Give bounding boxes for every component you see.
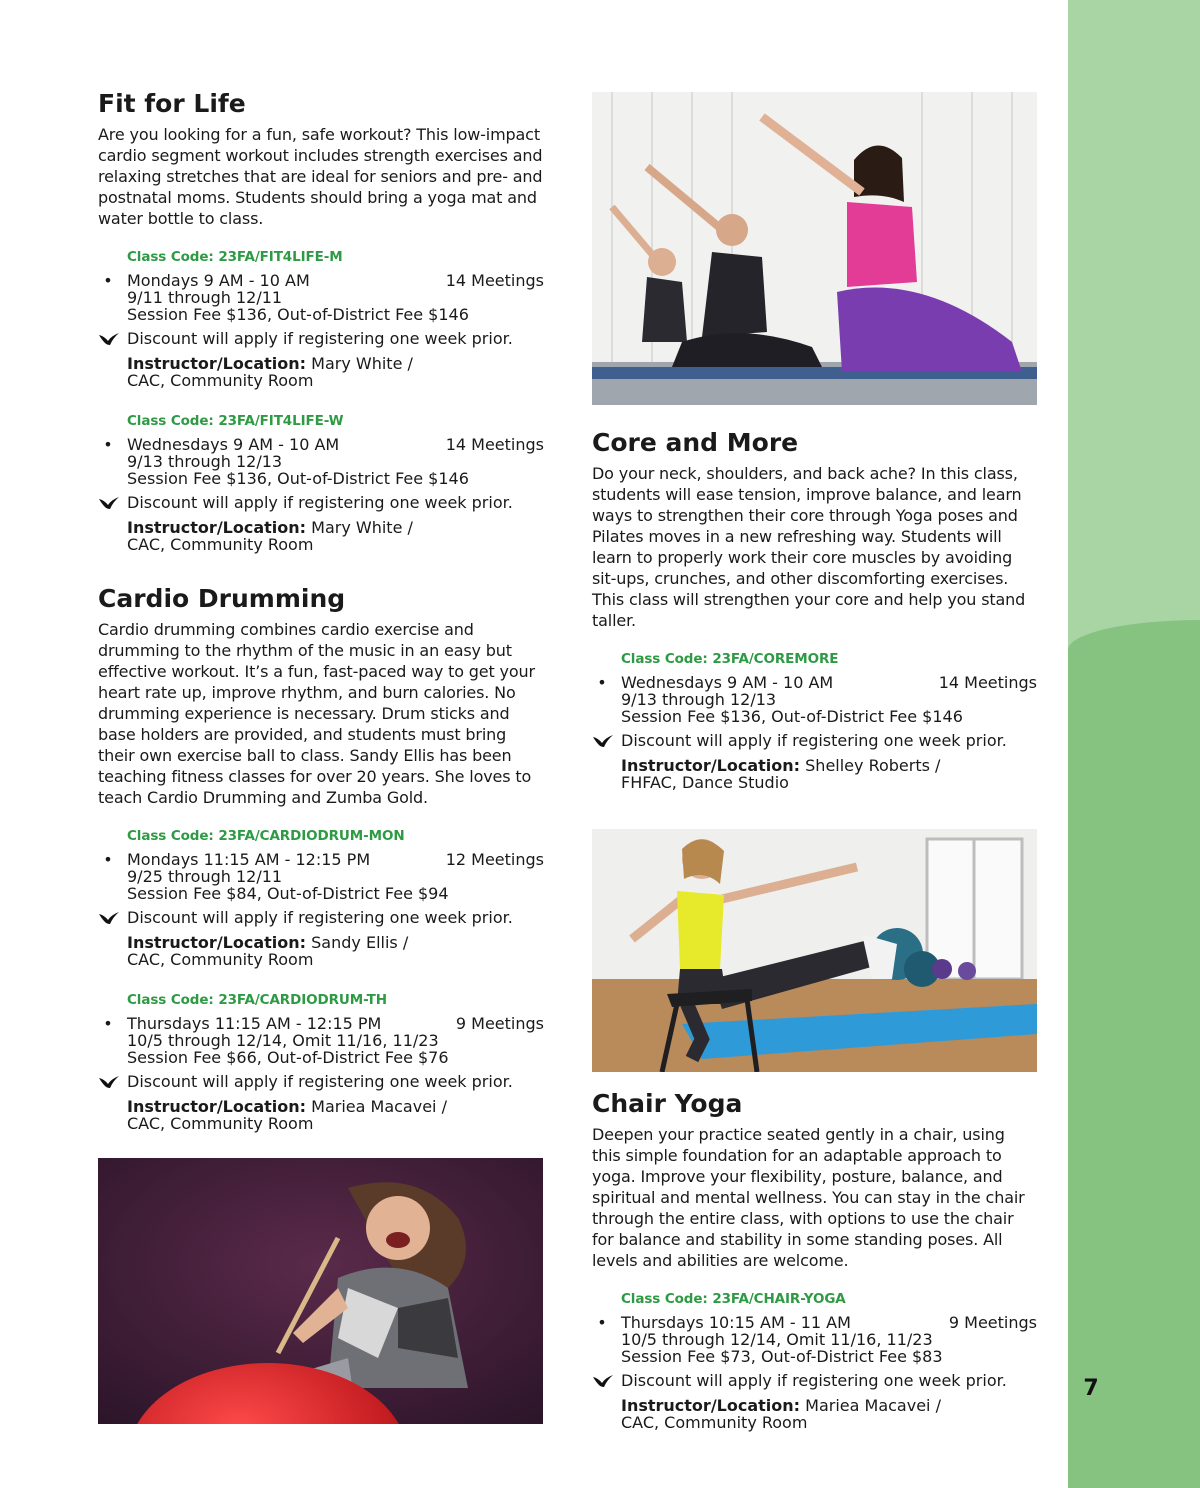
instructor-line (127, 934, 544, 951)
session-fee: Session Fee $73, Out-of-District Fee $83 (621, 1347, 943, 1366)
discount-text: Discount will apply if registering one week prior. (127, 493, 513, 512)
meetings-count: 9 Meetings (455, 1014, 544, 1033)
location: CAC, Community Room (127, 371, 314, 390)
schedule-row (103, 435, 544, 454)
date-range: 9/25 through 12/11 (127, 867, 283, 886)
discount-row (127, 330, 544, 347)
discount-row (621, 732, 1037, 749)
instructor-label: Instructor/Location: (621, 1396, 801, 1415)
session-fee: Session Fee $136, Out-of-District Fee $146 (127, 305, 469, 324)
bullet-icon: • (597, 1313, 607, 1332)
date-range: 10/5 through 12/14, Omit 11/16, 11/23 (127, 1031, 439, 1050)
right-column (592, 92, 1037, 1431)
schedule-row (597, 673, 1037, 692)
bullet-icon: • (103, 1014, 113, 1033)
schedule-row (103, 271, 544, 290)
location: CAC, Community Room (127, 535, 314, 554)
left-column (98, 88, 544, 1424)
instructor-name: Mary White / (311, 354, 413, 373)
instructor-name: Sandy Ellis / (311, 933, 409, 952)
bullet-icon: • (103, 271, 113, 290)
section-title: Cardio Drumming (98, 584, 346, 613)
session-fee: Session Fee $136, Out-of-District Fee $146 (621, 707, 963, 726)
bird-icon (98, 496, 120, 510)
instructor-name: Mariea Macavei / (805, 1396, 941, 1415)
bird-icon (592, 734, 614, 748)
section-description: Cardio drumming combines cardio exercise and drumming to the rhythm of the music in an easy but effective workout. It’s a fun, fast-paced way to get your heart rate up, improve rhythm, and burn calories. No drumming experience is necessary. Drum sticks and base holders are provided, and students must bring their own exercise ball to class. Sandy Ellis has been teaching fitness classes for over 20 years. She loves to teach Cardio Drumming and Zumba Gold. (98, 620, 535, 807)
session-block (103, 249, 544, 390)
class-code: Class Code: 23FA/FIT4LIFE-W (127, 413, 344, 429)
session-block (103, 828, 544, 969)
class-code: Class Code: 23FA/CARDIODRUM-TH (127, 992, 387, 1008)
section-title: Chair Yoga (592, 1089, 743, 1118)
meetings-count: 9 Meetings (948, 1313, 1037, 1332)
instructor-line (127, 355, 544, 372)
meetings-count: 14 Meetings (938, 673, 1037, 692)
instructor-label: Instructor/Location: (127, 518, 307, 537)
discount-text: Discount will apply if registering one week prior. (621, 1371, 1007, 1390)
discount-text: Discount will apply if registering one week prior. (127, 329, 513, 348)
section-description: Do your neck, shoulders, and back ache? In this class, students will ease tension, improve balance, and learn ways to strengthen their core through Yoga poses and Pilates moves in a new refreshing way. Students will learn to properly work their core muscles by avoiding sit-ups, crunches, and other discomforting exercises. This class will strengthen your core and help you stand taller. (592, 464, 1026, 630)
page-number: 7 (1083, 1376, 1099, 1401)
instructor-label: Instructor/Location: (127, 1097, 307, 1116)
section-description: Are you looking for a fun, safe workout? This low-impact cardio segment workout includes strength exercises and relaxing stretches that are ideal for seniors and pre- and postnatal moms. Students should bring a yoga mat and water bottle to class. (98, 125, 543, 228)
discount-text: Discount will apply if registering one week prior. (127, 1072, 513, 1091)
cardio-drumming-photo (98, 1158, 543, 1424)
location: FHFAC, Dance Studio (621, 773, 789, 792)
date-range: 9/13 through 12/13 (127, 452, 283, 471)
session-block (103, 992, 544, 1133)
date-range: 9/11 through 12/11 (127, 288, 283, 307)
session-block (597, 1291, 1037, 1432)
date-range: 9/13 through 12/13 (621, 690, 777, 709)
discount-text: Discount will apply if registering one week prior. (621, 731, 1007, 750)
meetings-count: 12 Meetings (445, 850, 544, 869)
session-fee: Session Fee $84, Out-of-District Fee $94 (127, 884, 449, 903)
instructor-line (621, 757, 1037, 774)
day-time: Thursdays 11:15 AM - 12:15 PM (127, 1014, 382, 1033)
session-block (103, 413, 544, 554)
date-range: 10/5 through 12/14, Omit 11/16, 11/23 (621, 1330, 933, 1349)
discount-row (621, 1372, 1037, 1389)
cardio-drumming-section (98, 583, 544, 1132)
day-time: Thursdays 10:15 AM - 11 AM (621, 1313, 851, 1332)
instructor-name: Mariea Macavei / (311, 1097, 447, 1116)
discount-row (127, 494, 544, 511)
instructor-line (621, 1397, 1037, 1414)
meetings-count: 14 Meetings (445, 435, 544, 454)
section-title: Core and More (592, 428, 799, 457)
fit-for-life-section (98, 88, 544, 553)
location: CAC, Community Room (621, 1413, 808, 1432)
core-and-more-photo (592, 92, 1037, 405)
session-fee: Session Fee $136, Out-of-District Fee $146 (127, 469, 469, 488)
chair-yoga-photo (592, 829, 1037, 1072)
instructor-name: Shelley Roberts / (805, 756, 941, 775)
discount-text: Discount will apply if registering one week prior. (127, 908, 513, 927)
bird-icon (98, 332, 120, 346)
class-code: Class Code: 23FA/COREMORE (621, 651, 839, 667)
core-and-more-section (592, 427, 1037, 791)
class-code: Class Code: 23FA/FIT4LIFE-M (127, 249, 343, 265)
discount-row (127, 909, 544, 926)
sidebar-wave (1068, 620, 1200, 1488)
bird-icon (98, 911, 120, 925)
bullet-icon: • (597, 673, 607, 692)
instructor-name: Mary White / (311, 518, 413, 537)
class-code: Class Code: 23FA/CHAIR-YOGA (621, 1291, 846, 1307)
location: CAC, Community Room (127, 950, 314, 969)
day-time: Wednesdays 9 AM - 10 AM (621, 673, 834, 692)
bullet-icon: • (103, 435, 113, 454)
session-fee: Session Fee $66, Out-of-District Fee $76 (127, 1048, 449, 1067)
section-description: Deepen your practice seated gently in a chair, using this simple foundation for an adaptable approach to yoga. Improve your flexibility, posture, balance, and spiritual and mental wellness. You can stay in the chair through the entire class, with options to use the chair for balance and stability in some standing poses. All levels and abilities are welcome. (592, 1125, 1025, 1270)
chair-yoga-section (592, 1088, 1037, 1431)
meetings-count: 14 Meetings (445, 271, 544, 290)
discount-row (127, 1073, 544, 1090)
schedule-row (103, 1014, 544, 1033)
session-block (597, 651, 1037, 792)
day-time: Mondays 9 AM - 10 AM (127, 271, 310, 290)
schedule-row (103, 850, 544, 869)
page-sidebar (1068, 0, 1200, 1488)
day-time: Mondays 11:15 AM - 12:15 PM (127, 850, 371, 869)
instructor-label: Instructor/Location: (127, 354, 307, 373)
class-code: Class Code: 23FA/CARDIODRUM-MON (127, 828, 405, 844)
instructor-line (127, 1098, 544, 1115)
instructor-line (127, 519, 544, 536)
schedule-row (597, 1313, 1037, 1332)
location: CAC, Community Room (127, 1114, 314, 1133)
bird-icon (98, 1075, 120, 1089)
bird-icon (592, 1374, 614, 1388)
day-time: Wednesdays 9 AM - 10 AM (127, 435, 340, 454)
instructor-label: Instructor/Location: (621, 756, 801, 775)
instructor-label: Instructor/Location: (127, 933, 307, 952)
bullet-icon: • (103, 850, 113, 869)
section-title: Fit for Life (98, 89, 246, 118)
